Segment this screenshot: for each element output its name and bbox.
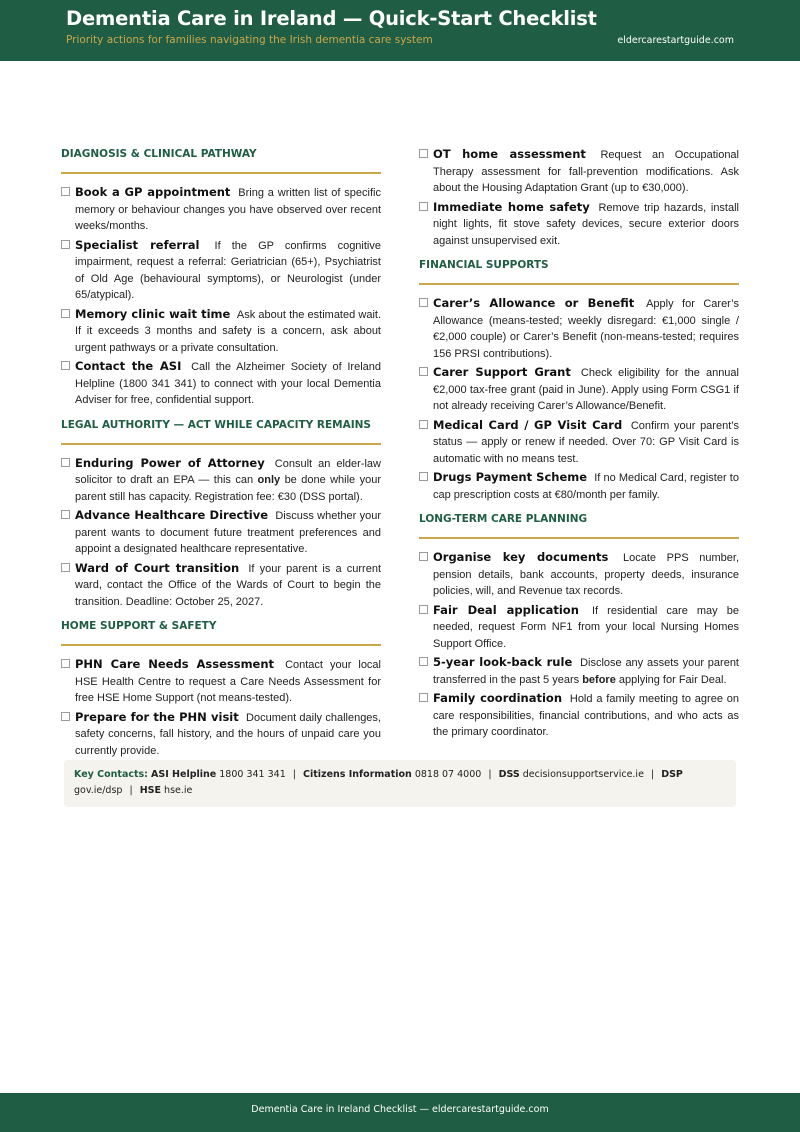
section-title-diagnosis: DIAGNOSIS & CLINICAL PATHWAY [61, 148, 257, 160]
checklist-item-phn-assessment [61, 656, 381, 707]
key-contacts-box [64, 760, 736, 807]
item-label: 5-year look-back rule [433, 655, 573, 669]
item-label: Organise key documents [433, 550, 609, 564]
checkbox[interactable] [419, 298, 428, 307]
checkbox[interactable] [61, 361, 70, 370]
separator: | [129, 785, 133, 796]
item-text: Check eligibility for the annual €2,000 tax-free grant (paid in June). Apply using Form CSG1 if not already receiving Carer’s Allowance/Benefit. [433, 367, 739, 412]
checkbox[interactable] [419, 367, 428, 376]
checklist-item-fair-deal [419, 602, 739, 653]
item-text: Remove trip hazards, install night lights, fit stove safety devices, secure exterior doors against unsupervised exit. [433, 201, 739, 247]
item-label: Carer’s Allowance or Benefit [433, 296, 635, 310]
checkbox[interactable] [61, 510, 70, 519]
checkbox[interactable] [419, 202, 428, 211]
item-text: Document daily challenges, safety concerns, fall history, and the hours of unpaid care you currently provide. [75, 711, 381, 757]
item-emphasis: before [582, 673, 616, 686]
separator: | [292, 769, 296, 780]
checkbox[interactable] [419, 420, 428, 429]
item-label: Immediate home safety [433, 199, 590, 214]
checklist-item-key-documents [419, 549, 739, 600]
checklist-item-specialist-referral [61, 237, 381, 304]
item-label: Contact the ASI [75, 359, 182, 373]
checkbox[interactable] [61, 240, 70, 249]
item-label: Book a GP appointment [75, 185, 231, 199]
item-label: Memory clinic wait time [75, 306, 231, 321]
checklist-item-look-back-rule [419, 654, 739, 688]
contact-value: 1800 341 341 [219, 769, 286, 780]
contact-name: ASI Helpline [151, 769, 217, 780]
item-text: If your parent is a current ward, contact the Office of the Wards of Court to begin the transition. Deadline: October 25, 2027. [75, 562, 381, 608]
section-divider [419, 537, 739, 539]
contact-name: HSE [139, 785, 162, 796]
contact-value: 0818 07 4000 [414, 769, 482, 780]
contact-name: DSP [661, 769, 683, 780]
footer-text: Dementia Care in Ireland Checklist — eldercarestartguide.com [251, 1104, 549, 1115]
contact-value[interactable]: gov.ie/dsp [74, 785, 123, 796]
item-text: Disclose any assets your parent transferred in the past 5 years [433, 657, 739, 686]
checkbox[interactable] [61, 563, 70, 572]
item-text: Locate PPS number, pension details, bank accounts, property deeds, insurance policies, will, and Revenue tax records. [433, 552, 739, 597]
checkbox[interactable] [419, 552, 428, 561]
checklist-item-epa [61, 455, 381, 506]
left-column [61, 146, 381, 761]
checklist-item-home-safety [419, 199, 739, 250]
item-text: Bring a written list of specific memory or behaviour changes you have observed over recent weeks/months. [75, 187, 381, 232]
contact-value[interactable]: hse.ie [164, 785, 193, 796]
item-text: Ask about the estimated wait. If it exceeds 3 months and safety is a concern, ask about urgent pathways or a private consultation. [75, 308, 382, 354]
checklist-item-phn-visit [61, 709, 381, 760]
checklist-item-advance-directive [61, 507, 381, 558]
item-text: Hold a family meeting to agree on care responsibilities, financial contributions, and who acts as the primary coordinator. [433, 693, 740, 738]
checkbox[interactable] [419, 693, 428, 702]
item-label: Drugs Payment Scheme [433, 470, 588, 484]
right-column [419, 146, 739, 743]
item-text: If no Medical Card, register to cap prescription costs at €80/month per family. [433, 472, 739, 501]
item-text: If residential care may be needed, request Form NF1 from your local Nursing Homes Support Office. [433, 604, 739, 650]
item-label: Advance Healthcare Directive [75, 508, 269, 522]
item-text: Call the Alzheimer Society of Ireland Helpline (1800 341 341) to connect with your local Dementia Adviser for free, confidential support. [75, 361, 381, 406]
separator: | [650, 769, 655, 780]
checkbox[interactable] [419, 472, 428, 481]
section-title-home: HOME SUPPORT & SAFETY [61, 620, 217, 632]
checklist-item-ward-of-court [61, 560, 381, 611]
section-title-financial: FINANCIAL SUPPORTS [419, 259, 549, 271]
checklist-item-memory-clinic [61, 306, 381, 357]
item-text: Discuss whether your parent wants to document future treatment preferences and appoint a designated healthcare representative. [75, 510, 381, 555]
item-label: Specialist referral [75, 237, 200, 252]
separator: | [488, 769, 492, 780]
checklist-item-carer-support-grant [419, 364, 739, 415]
checklist-item-family-coordination [419, 690, 739, 741]
item-label: Family coordination [433, 691, 563, 705]
item-label: Fair Deal application [433, 602, 579, 617]
checklist-item-medical-card [419, 417, 739, 468]
item-label: Medical Card / GP Visit Card [433, 417, 623, 432]
key-contacts-heading: Key Contacts: [74, 769, 148, 780]
page-title: Dementia Care in Ireland — Quick-Start Checklist [66, 7, 597, 30]
checkbox[interactable] [419, 149, 428, 158]
section-divider [61, 644, 381, 646]
item-text: applying for Fair Deal. [618, 673, 727, 686]
checkbox[interactable] [61, 187, 70, 196]
page-subtitle: Priority actions for families navigating the Irish dementia care system [66, 34, 433, 46]
section-divider [61, 172, 381, 174]
contact-name: DSS [498, 769, 520, 780]
checkbox[interactable] [61, 458, 70, 467]
item-text: Consult an elder-law solicitor to draft an EPA — this can [75, 457, 381, 486]
checklist-item-contact-asi [61, 358, 381, 409]
item-label: Prepare for the PHN visit [75, 709, 239, 724]
item-text: Confirm your parent’s status — apply or renew if needed. Over 70: GP Visit Card is automatic with no means test. [433, 419, 740, 465]
checklist-item-ot-assessment [419, 146, 739, 197]
checkbox[interactable] [61, 712, 70, 721]
item-text: Apply for Carer’s Allowance (means-tested; weekly disregard: €1,000 single / €2,000 couple) or Carer’s Benefit (non-means-tested; requires 156 PRSI contributions). [433, 298, 739, 360]
item-label: PHN Care Needs Assessment [75, 657, 275, 671]
section-title-longterm: LONG-TERM CARE PLANNING [419, 513, 588, 525]
checkbox[interactable] [61, 659, 70, 668]
item-text: Request an Occupational Therapy assessment for fall-prevention modifications. Ask about the Housing Adaptation Grant (up to €30,000). [433, 149, 739, 194]
item-text: If the GP confirms cognitive impairment, request a referral: Geriatrician (65+), Psychiatrist of Old Age (behavioural symptoms), or Neurologist (under 65/atypical). [75, 239, 381, 301]
contact-value[interactable]: decisionsupportservice.ie [522, 769, 644, 780]
header-site-link[interactable]: eldercarestartguide.com [617, 35, 734, 46]
page-footer [0, 1093, 800, 1132]
contact-name: Citizens Information [303, 769, 412, 780]
checkbox[interactable] [419, 605, 428, 614]
item-label: OT home assessment [433, 147, 586, 161]
checklist-item-carers-allowance [419, 295, 739, 362]
item-label: Carer Support Grant [433, 365, 571, 379]
item-label: Ward of Court transition [75, 560, 240, 575]
page-header [0, 0, 800, 61]
section-divider [61, 443, 381, 445]
section-title-legal: LEGAL AUTHORITY — ACT WHILE CAPACITY REMAINS [61, 418, 371, 431]
checklist-item-gp-appointment [61, 184, 381, 235]
checklist-item-drugs-payment [419, 469, 739, 503]
checkbox[interactable] [61, 309, 70, 318]
checkbox[interactable] [419, 657, 428, 666]
item-emphasis: only [257, 474, 281, 486]
item-text: Contact your local HSE Health Centre to request a Care Needs Assessment for free HSE Home Support (not means-tested). [75, 659, 381, 704]
item-text: be done while your parent still has capacity. Registration fee: €30 (DSS portal). [75, 474, 381, 503]
section-divider [419, 283, 739, 285]
item-label: Enduring Power of Attorney [75, 455, 265, 470]
